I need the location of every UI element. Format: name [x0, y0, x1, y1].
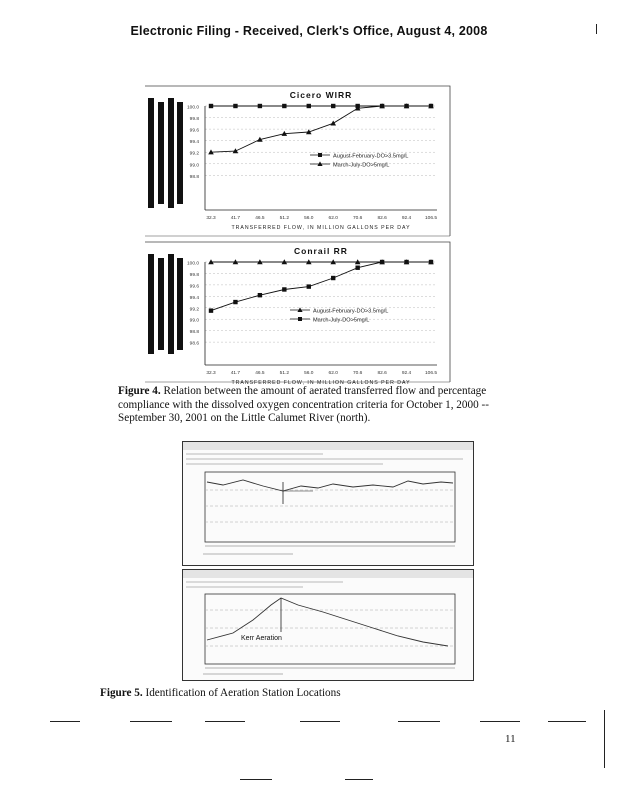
figure-5-top-plot	[183, 442, 473, 565]
data-point-square	[429, 260, 433, 264]
data-point-square	[209, 104, 213, 108]
scan-dash	[398, 721, 440, 722]
scan-edge-mark	[604, 710, 605, 768]
figure-5-top-panel	[182, 441, 474, 566]
y-tick-label: 99.8	[189, 272, 199, 278]
data-point-square	[380, 260, 384, 264]
x-tick-label: 51.2	[279, 371, 290, 376]
figure-5-caption	[100, 687, 460, 701]
scan-dash	[205, 721, 245, 722]
x-tick-label: 56.0	[304, 216, 314, 221]
figure-4-caption	[118, 385, 498, 426]
x-tick-label: 70.6	[352, 371, 363, 376]
y-tick-label: 99.6	[189, 128, 199, 134]
y-tick-label: 99.2	[189, 307, 199, 313]
y-tick-label: 99.0	[189, 318, 199, 324]
scan-bar	[168, 98, 174, 208]
x-tick-label: 32.3	[206, 216, 216, 221]
y-tick-label: 99.8	[189, 117, 199, 123]
data-point-square	[355, 266, 359, 270]
page-header: Electronic Filing - Received, Clerk's Office, August 4, 2008	[130, 24, 488, 38]
x-tick-label: 56.0	[304, 371, 314, 376]
data-point-square	[282, 287, 286, 291]
x-tick-label: 41.7	[230, 371, 241, 376]
data-point-square	[331, 276, 335, 280]
scan-edge-mark	[596, 24, 597, 34]
data-point-square	[307, 284, 311, 288]
y-tick-label: 98.8	[189, 174, 199, 180]
data-point-square	[233, 104, 237, 108]
x-tick-label: 46.5	[255, 371, 265, 376]
figure-4-label: Figure 4.	[118, 385, 161, 397]
scan-bar	[158, 258, 164, 350]
scan-bar	[177, 258, 183, 350]
scan-dash	[548, 721, 586, 722]
legend-label: March-July-DO>5mg/L	[313, 317, 370, 324]
data-point-square	[209, 308, 213, 312]
figure-5-text: Identification of Aeration Station Locations	[145, 687, 341, 699]
legend-marker-square	[318, 153, 322, 157]
x-tick-label: 46.5	[255, 216, 265, 221]
scan-dash	[240, 779, 272, 780]
data-point-square	[307, 104, 311, 108]
x-tick-label: 106.5	[424, 371, 438, 376]
y-tick-label: 99.4	[189, 140, 199, 146]
scan-dash	[130, 721, 172, 722]
y-tick-label: 98.8	[189, 330, 199, 336]
y-tick-label: 99.0	[189, 163, 199, 169]
x-tick-label: 70.6	[352, 216, 363, 221]
figure-5-label: Figure 5.	[100, 687, 143, 699]
x-tick-label: 62.0	[328, 371, 338, 376]
y-tick-label: 99.6	[189, 284, 199, 290]
scan-dash	[50, 721, 80, 722]
figure-5-bottom-plot	[183, 570, 473, 680]
series-line	[211, 262, 431, 311]
figure-5-bottom-panel	[182, 569, 474, 681]
x-tick-label: 82.6	[377, 371, 387, 376]
legend-label: August-February-DO>3.5mg/L	[333, 153, 409, 160]
scan-bar	[158, 102, 164, 204]
x-tick-label: 62.0	[328, 216, 338, 221]
scan-bar	[177, 102, 183, 204]
y-tick-label: 99.4	[189, 295, 199, 301]
scan-dash	[345, 779, 373, 780]
x-tick-label: 92.4	[401, 371, 412, 376]
legend-marker-square	[298, 317, 302, 321]
x-axis-label: TRANSFERRED FLOW, IN MILLION GALLONS PER DAY	[231, 225, 411, 231]
x-tick-label: 51.2	[279, 216, 290, 221]
data-point-square	[233, 300, 237, 304]
legend-label: August-February-DO>3.5mg/L	[313, 308, 389, 315]
y-tick-label: 98.6	[189, 341, 199, 347]
legend-label: March-July-DO>5mg/L	[333, 162, 390, 169]
scan-dash	[480, 721, 520, 722]
scan-bar	[148, 254, 154, 354]
data-point-square	[258, 104, 262, 108]
y-tick-label: 100.0	[186, 105, 199, 111]
data-point-square	[404, 260, 408, 264]
chart-title: Conrail RR	[294, 246, 348, 256]
chart-title: Cicero WIRR	[289, 90, 353, 100]
y-tick-label: 100.0	[186, 261, 199, 267]
y-tick-label: 99.2	[189, 151, 199, 157]
data-point-square	[258, 293, 262, 297]
scan-dash	[300, 721, 340, 722]
page-number: 11	[505, 733, 516, 745]
x-tick-label: 32.3	[206, 371, 216, 376]
x-tick-label: 82.6	[377, 216, 387, 221]
data-point-triangle	[330, 121, 336, 126]
x-axis-label: TRANSFERRED FLOW, IN MILLION GALLONS PER DAY	[231, 380, 411, 386]
scan-bar	[148, 98, 154, 208]
data-point-square	[331, 104, 335, 108]
scan-bar	[168, 254, 174, 354]
x-tick-label: 92.4	[401, 216, 412, 221]
x-tick-label: 41.7	[230, 216, 241, 221]
data-point-square	[282, 104, 286, 108]
x-tick-label: 106.5	[424, 216, 438, 221]
kerr-aeration-label: Kerr Aeration	[241, 635, 282, 642]
figure-4-text: Relation between the amount of aerated transferred flow and percentage compliance with the dissolved oxygen concentration criteria for October 1, 2000 -- September 30, 2001 on the Little Calumet River (north).	[118, 385, 489, 424]
